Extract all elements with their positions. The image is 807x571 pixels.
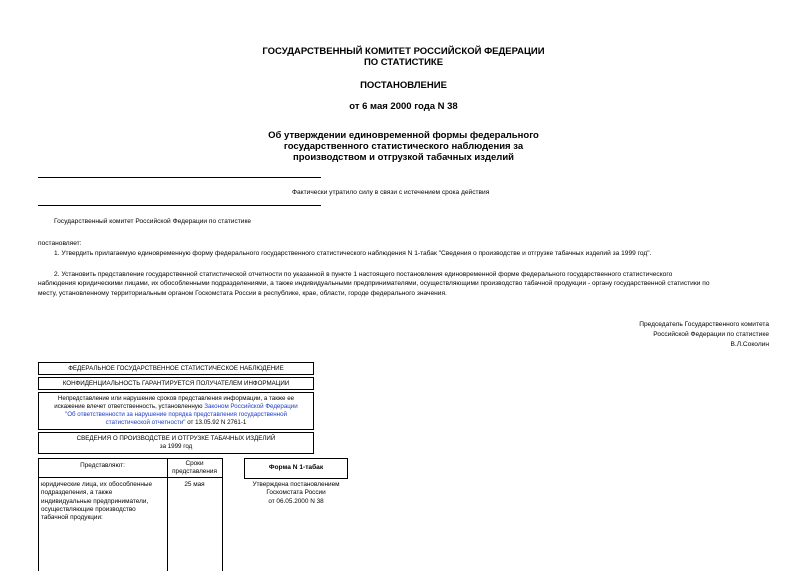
- table-left-border: [38, 458, 39, 571]
- warning-tail: от 13.05.92 N 2761-1: [185, 419, 247, 426]
- submitters-cell: [41, 481, 165, 522]
- status-note: Фактически утратило силу в связи с истечением срока действия: [292, 189, 490, 196]
- submitters-line5: табачной продукции:: [41, 514, 103, 522]
- submitters-line4: осуществляющие производство: [41, 505, 136, 513]
- submitters-line3: индивидуальные предприниматели,: [41, 497, 149, 505]
- deadline-cell: 25 мая: [184, 481, 205, 488]
- liability-warning-box: [38, 392, 314, 430]
- column-header-deadline: [167, 460, 222, 477]
- resolution-item-2-line1: 2. Установить представление государственной статистической отчетности по указанной в пункте 1 настоящего постановления единовременной форме федерального государственного статистического: [54, 271, 673, 278]
- document-type: ПОСТАНОВЛЕНИЕ: [360, 80, 447, 91]
- submitters-line2: подразделения, а также: [41, 489, 113, 497]
- form-number-box: [244, 458, 348, 479]
- resolution-item-1: 1. Утвердить прилагаемую единовременную форму федерального государственного статистического наблюдения N 1-табак "Сведения о производстве и отгрузке табачных изделий за 1999 год".: [54, 250, 652, 257]
- report-period: за 1999 год: [159, 443, 193, 450]
- resolution-item-2-line2: наблюдения юридическими лицами, их обособленными подразделениями, а также индивидуальными предпринимателями, осуществляющими производство табачной продукции - органу государственной статистики по: [38, 280, 710, 287]
- table-right-border: [222, 458, 223, 571]
- approval-line1: Утверждена постановлением: [252, 481, 340, 488]
- table-header-border: [38, 477, 222, 478]
- resolves-text: постановляет:: [38, 240, 82, 247]
- org-name-line1: ГОСУДАРСТВЕННЫЙ КОМИТЕТ РОССИЙСКОЙ ФЕДЕРАЦИИ: [262, 46, 545, 57]
- signature-name: В.Л.Соколин: [730, 341, 769, 348]
- deadline-header-line1: Сроки: [185, 460, 204, 467]
- confidentiality-box: [38, 377, 314, 390]
- law-link-part2[interactable]: "Об ответственности за нарушение порядка представления государственной: [65, 411, 287, 418]
- signature-line2: Российской Федерации по статистике: [653, 331, 769, 338]
- signature-line1: Председатель Государственного комитета: [639, 321, 769, 328]
- deadline-header-line2: представления: [172, 468, 217, 476]
- law-link-part1[interactable]: Законом Российской Федерации: [204, 403, 298, 410]
- document-title-line3: производством и отгрузкой табачных изделий: [292, 152, 515, 163]
- approval-note: [244, 481, 348, 506]
- report-title: СВЕДЕНИЯ О ПРОИЗВОДСТВЕ И ОТГРУЗКЕ ТАБАЧНЫХ ИЗДЕЛИЙ: [76, 435, 276, 442]
- issuer-text: Государственный комитет Российской Федерации по статистике: [54, 218, 252, 225]
- divider-top: [38, 177, 321, 178]
- org-name-line2: ПО СТАТИСТИКЕ: [363, 57, 444, 68]
- law-link-part3[interactable]: статистической отчетности": [105, 419, 186, 426]
- resolution-item-2-line3: месту, установленному территориальным органом Госкомстата России в республике, крае, области, городе федерального значения.: [38, 290, 447, 297]
- approval-line3: от 06.05.2000 N 38: [268, 497, 324, 505]
- federal-observation-label: ФЕДЕРАЛЬНОЕ ГОСУДАРСТВЕННОЕ СТАТИСТИЧЕСКОЕ НАБЛЮДЕНИЕ: [68, 365, 284, 372]
- document-title-line2: государственного статистического наблюдения за: [283, 141, 524, 152]
- form-number-label: Форма N 1-табак: [268, 464, 324, 471]
- document-date-number: от 6 мая 2000 года N 38: [349, 101, 458, 112]
- confidentiality-label: КОНФИДЕНЦИАЛЬНОСТЬ ГАРАНТИРУЕТСЯ ПОЛУЧАТЕЛЕМ ИНФОРМАЦИИ: [62, 380, 290, 387]
- federal-observation-box: [38, 362, 314, 375]
- column-header-submitters: Представляют:: [80, 462, 125, 469]
- report-title-box: [38, 432, 314, 454]
- submitters-line1: юридические лица, их обособленные: [41, 481, 153, 488]
- table-top-border: [38, 458, 222, 459]
- approval-line2: Госкомстата России: [266, 489, 326, 497]
- document-title-line1: Об утверждении единовременной формы федерального: [268, 130, 539, 141]
- warning-line2-text: искажение влечет ответственность, установленную: [54, 403, 205, 410]
- warning-line1: Непредставление или нарушение сроков представления информации, а также ее: [57, 395, 295, 402]
- divider-bottom: [38, 205, 321, 206]
